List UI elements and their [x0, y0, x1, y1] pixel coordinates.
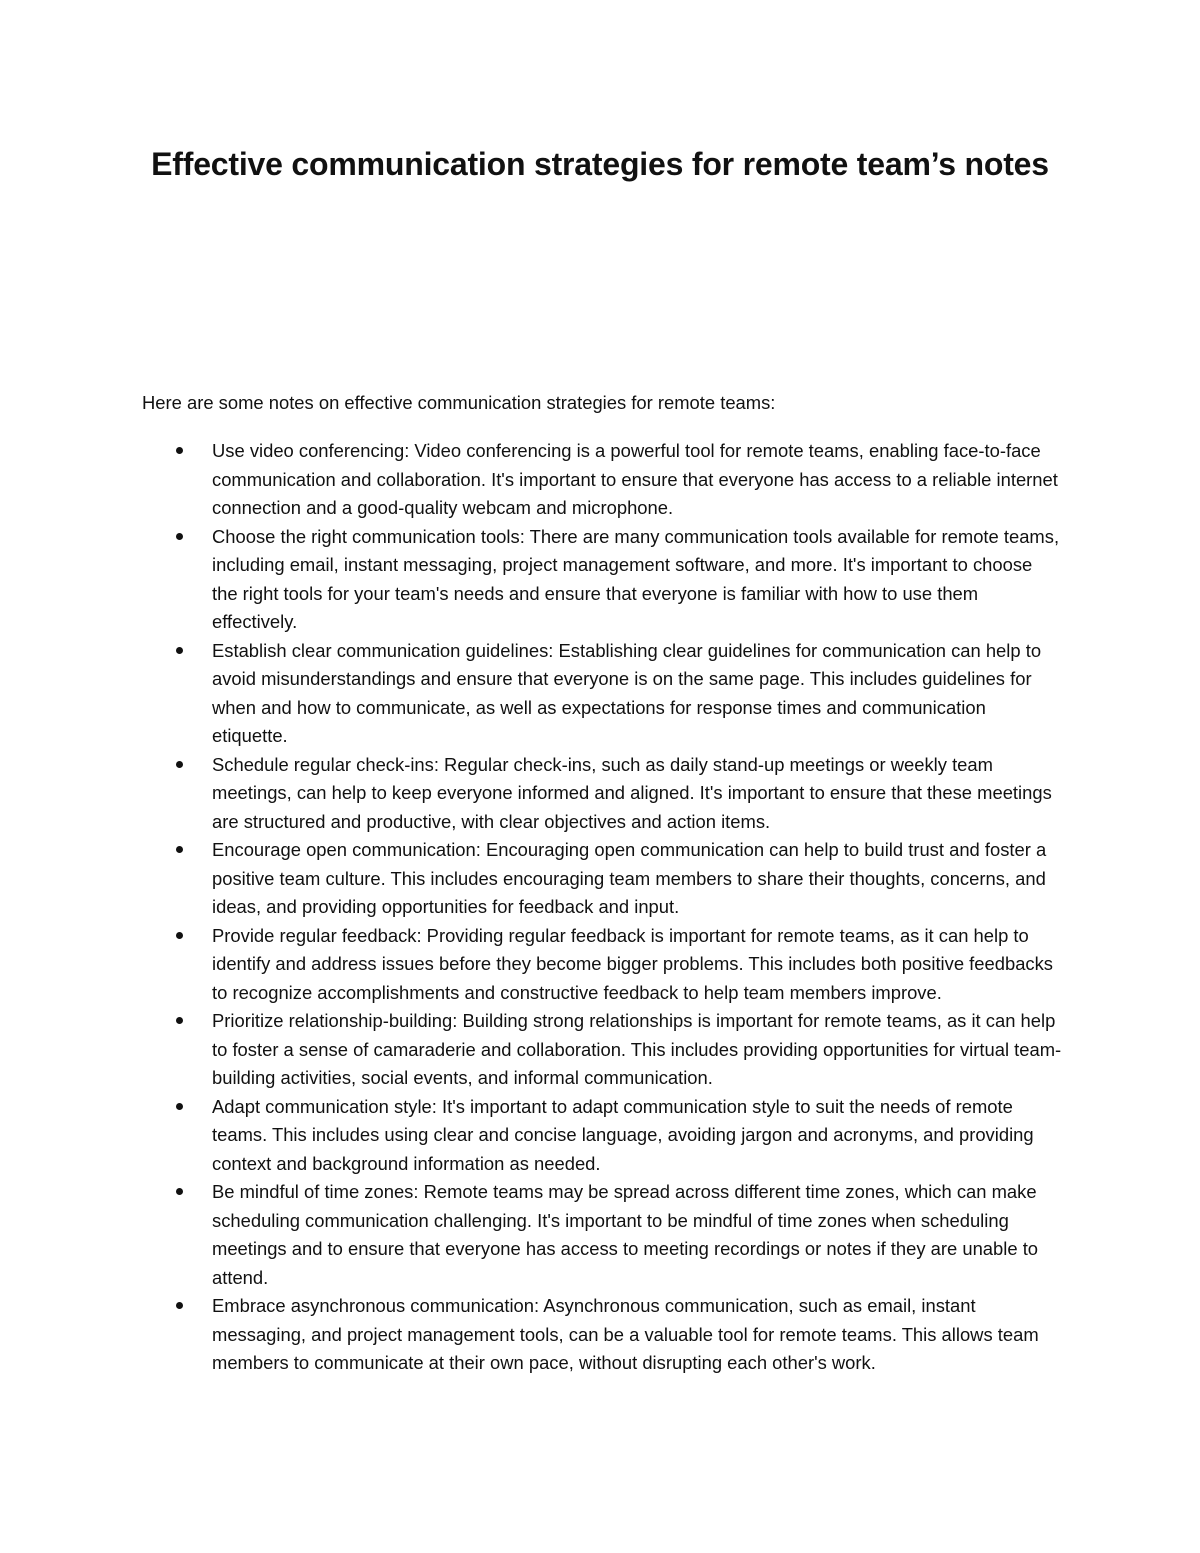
bullet-icon	[176, 1302, 183, 1309]
bullet-icon	[176, 1188, 183, 1195]
list-item-text: Provide regular feedback: Providing regular feedback is important for remote teams, as it can help to identify and address issues before they become bigger problems. This includes both positive feedbacks to recognize accomplishments and constructive feedback to help team members improve.	[212, 924, 1054, 1003]
list-item	[142, 637, 1062, 751]
bullet-icon	[176, 846, 183, 853]
bullet-icon	[176, 1103, 183, 1110]
bullet-icon	[176, 761, 183, 768]
list-item	[142, 1093, 1062, 1179]
list-item	[142, 523, 1062, 637]
list-item	[142, 836, 1062, 922]
list-item	[142, 751, 1062, 837]
bullet-icon	[176, 647, 183, 654]
list-item-text: Use video conferencing: Video conferencing is a powerful tool for remote teams, enabling face-to-face communication and collaboration. It's important to ensure that everyone has access to a reliable internet connection and a good-quality webcam and microphone.	[212, 440, 1058, 518]
list-item-text: Encourage open communication: Encouraging open communication can help to build trust and foster a positive team culture. This includes encouraging team members to share their thoughts, concerns, and ideas, and providing opportunities for feedback and input.	[212, 839, 1047, 917]
intro-paragraph: Here are some notes on effective communication strategies for remote teams:	[142, 392, 776, 413]
list-item-text: Choose the right communication tools: There are many communication tools available for remote teams, including email, instant messaging, project management software, and more. It's important to choose the right tools for your team's needs and ensure that everyone is familiar with how to use them effectively.	[212, 525, 1060, 632]
list-item	[142, 437, 1062, 523]
bullet-icon	[176, 1017, 183, 1024]
list-item	[142, 1292, 1062, 1378]
bullet-icon	[176, 932, 183, 939]
list-item-text: Prioritize relationship-building: Building strong relationships is important for remote teams, as it can help to foster a sense of camaraderie and collaboration. This includes providing opportunities for virtual team-building activities, social events, and informal communication.	[212, 1010, 1062, 1088]
list-item-text: Establish clear communication guidelines: Establishing clear guidelines for communication can help to avoid misunderstandings and ensure that everyone is on the same page. This includes guidelines for when and how to communicate, as well as expectations for response times and communication etiquette.	[212, 639, 1042, 746]
document-title: Effective communication strategies for remote team’s notes	[151, 146, 1049, 182]
list-item-text: Schedule regular check-ins: Regular check-ins, such as daily stand-up meetings or weekly team meetings, can help to keep everyone informed and aligned. It's important to ensure that these meetings are structured and productive, with clear objectives and action items.	[212, 753, 1052, 832]
list-item	[142, 1007, 1062, 1093]
list-item	[142, 1178, 1062, 1292]
bullet-icon	[176, 447, 183, 454]
list-item-text: Embrace asynchronous communication: Asynchronous communication, such as email, instant messaging, and project management tools, can be a valuable tool for remote teams. This allows team members to communicate at their own pace, without disrupting each other's work.	[212, 1295, 1039, 1373]
bullet-list	[142, 437, 1062, 1378]
bullet-icon	[176, 533, 183, 540]
list-item	[142, 922, 1062, 1008]
list-item-text: Adapt communication style: It's important to adapt communication style to suit the needs of remote teams. This includes using clear and concise language, avoiding jargon and acronyms, and providing context and background information as needed.	[212, 1095, 1034, 1174]
list-item-text: Be mindful of time zones: Remote teams may be spread across different time zones, which can make scheduling communication challenging. It's important to be mindful of time zones when scheduling meetings and to ensure that everyone has access to meeting recordings or notes if they are unable to attend.	[212, 1181, 1039, 1288]
